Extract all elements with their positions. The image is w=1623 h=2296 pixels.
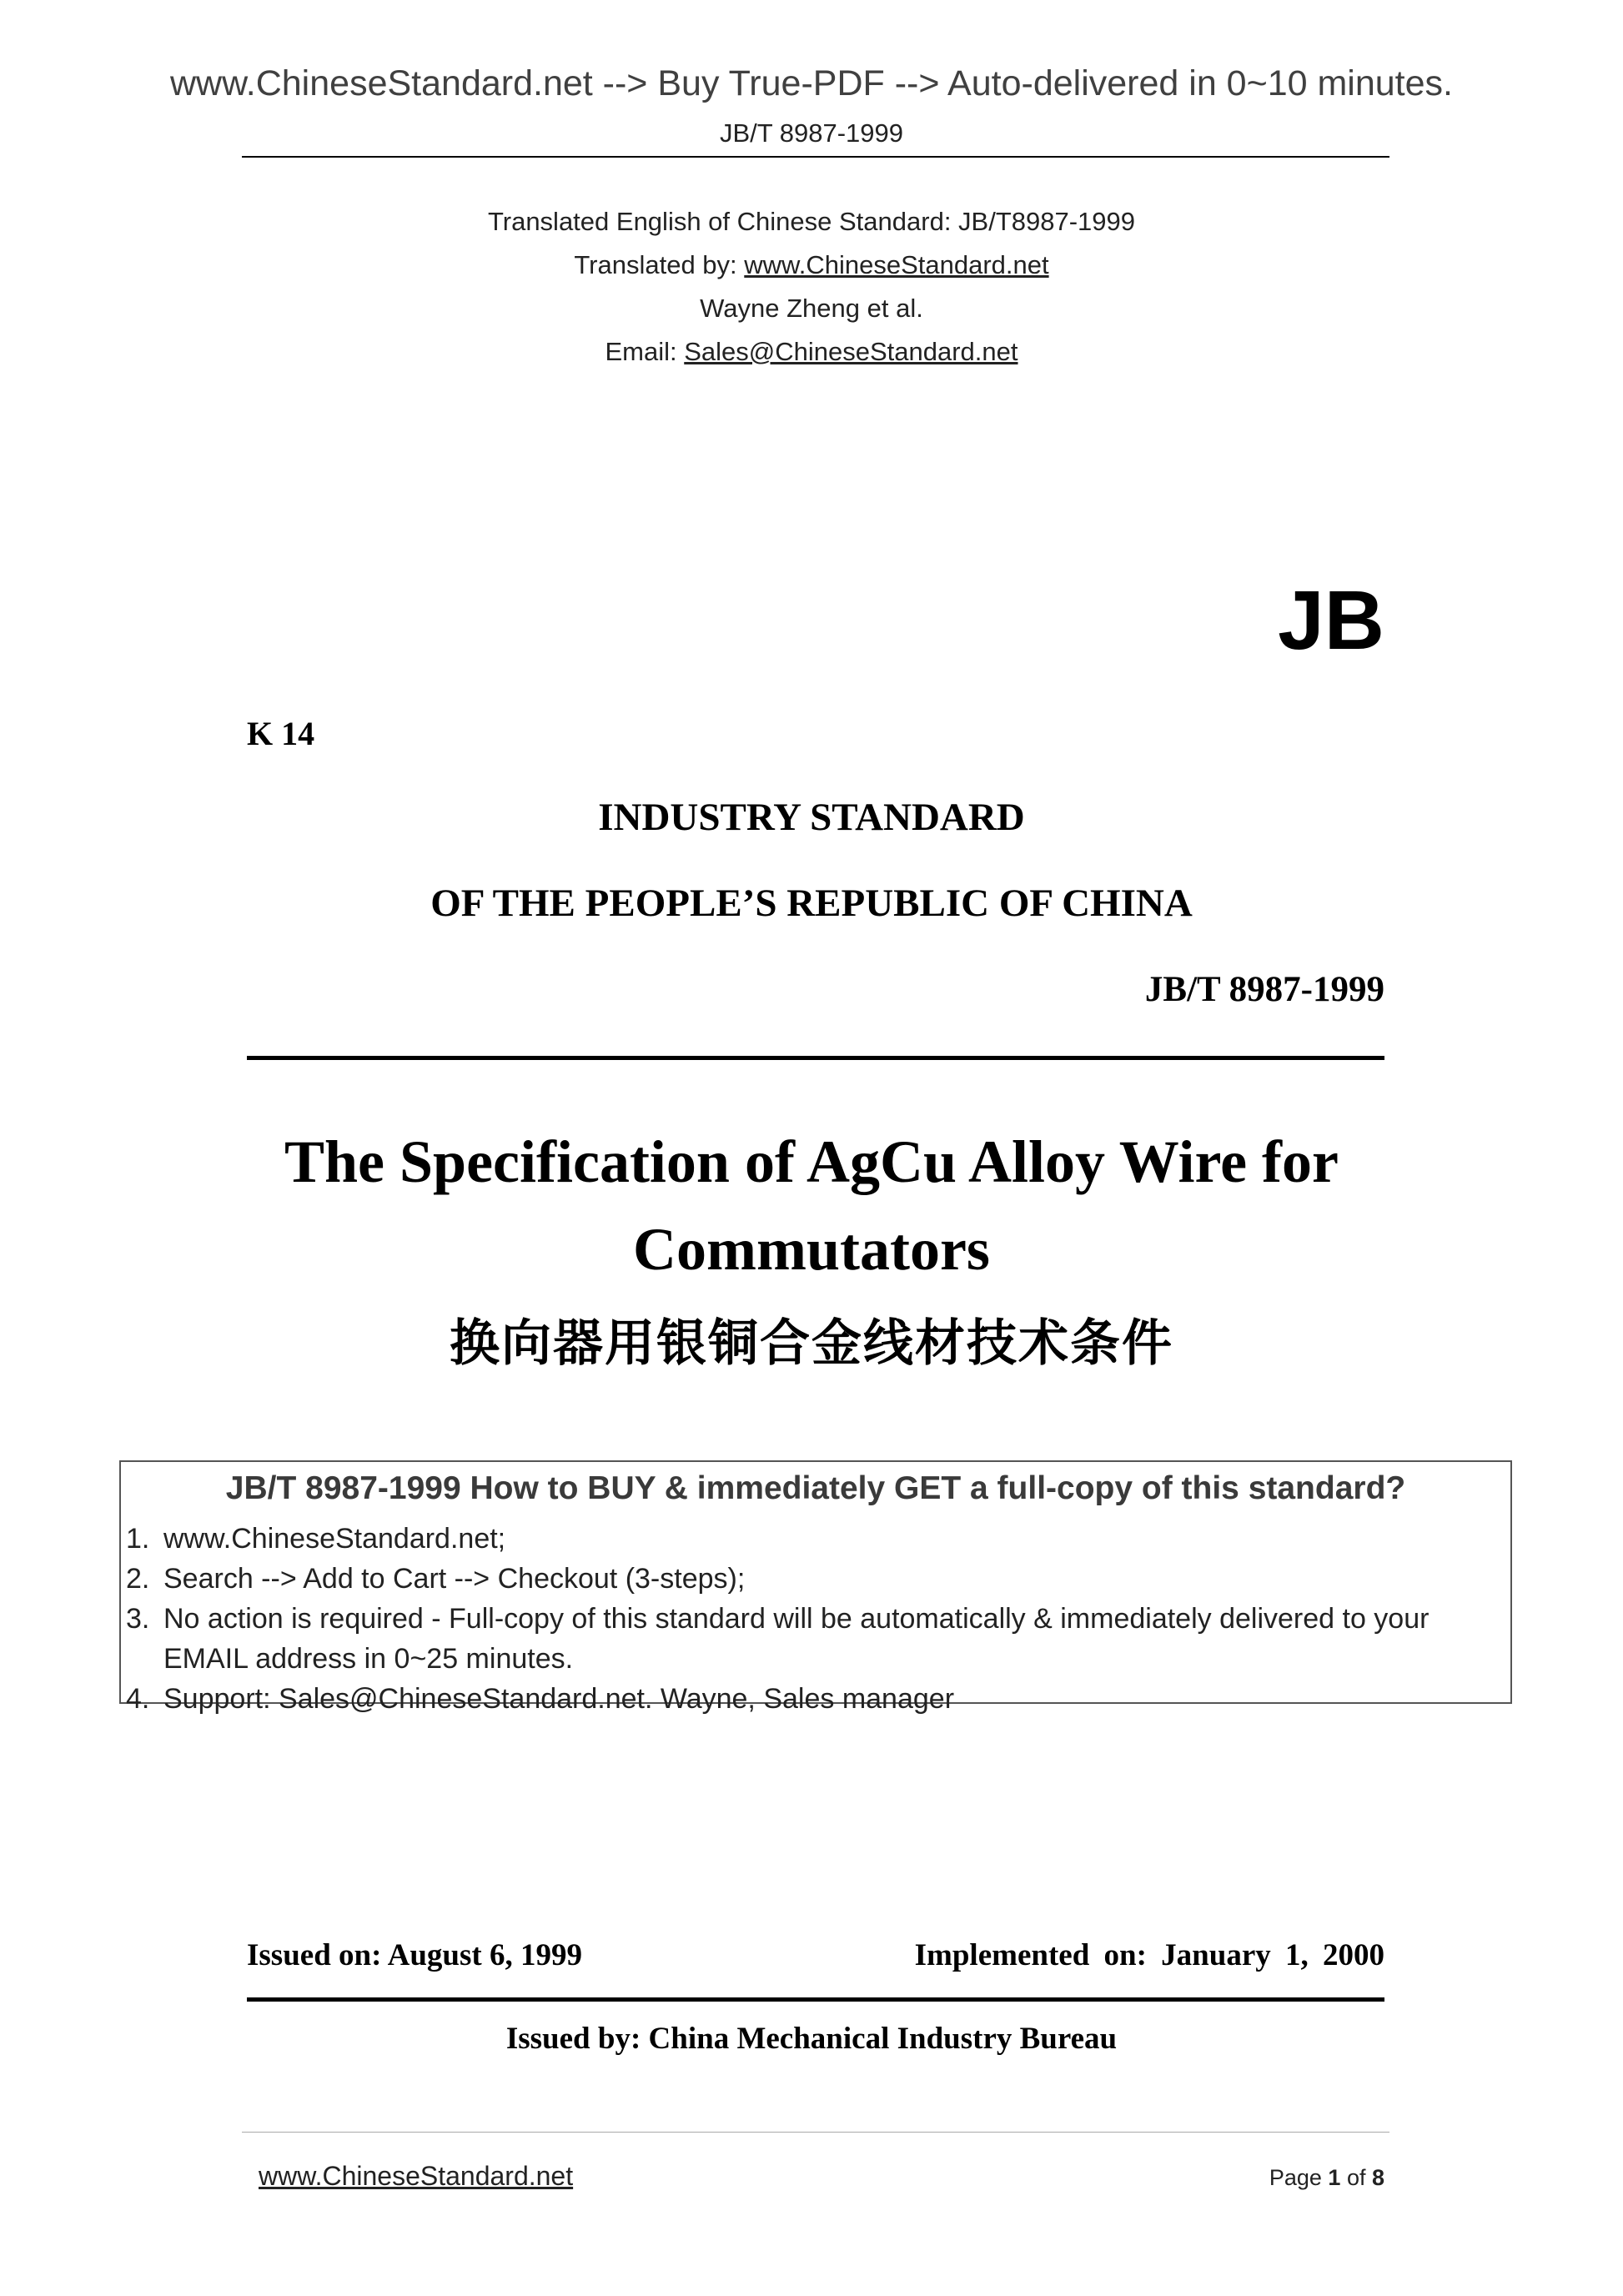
top-banner: www.ChineseStandard.net --> Buy True-PDF --> Auto-delivered in 0~10 minutes. bbox=[169, 63, 1453, 103]
translated-by-line bbox=[0, 244, 1623, 287]
email-link[interactable]: Sales@ChineseStandard.net bbox=[684, 337, 1018, 366]
document-title-line2: Commutators bbox=[633, 1216, 990, 1283]
page-current: 1 bbox=[1328, 2165, 1341, 2190]
email-label: Email: bbox=[605, 337, 685, 366]
purchase-step: 3. No action is required - Full-copy of this standard will be automatically & immediately delivered to your EMAIL address in 0~25 minutes. bbox=[126, 1603, 1430, 1675]
header-divider bbox=[242, 156, 1389, 158]
issued-on-date: Issued on: August 6, 1999 bbox=[247, 1938, 582, 1972]
translation-line: Translated English of Chinese Standard: JB/T8987-1999 bbox=[487, 207, 1136, 236]
standard-number: JB/T 8987-1999 bbox=[1144, 970, 1384, 1009]
purchase-step: 1. www.ChineseStandard.net; bbox=[126, 1523, 506, 1555]
header-standard-code: JB/T 8987-1999 bbox=[719, 118, 904, 148]
purchase-heading: JB/T 8987-1999 How to BUY & immediately GET a full-copy of this standard? bbox=[225, 1470, 1406, 1506]
translator-line: Wayne Zheng et al. bbox=[700, 294, 923, 323]
translated-by-label: Translated by: bbox=[574, 250, 745, 279]
purchase-step: 2. Search --> Add to Cart --> Checkout (3-steps); bbox=[126, 1563, 746, 1595]
translated-by-link[interactable]: www.ChineseStandard.net bbox=[744, 250, 1049, 279]
dates-row bbox=[247, 1937, 1384, 1973]
footer-divider bbox=[242, 2132, 1389, 2133]
standard-title-line1: INDUSTRY STANDARD bbox=[598, 796, 1025, 839]
purchase-step: 4. Support: Sales@ChineseStandard.net. Wayne, Sales manager bbox=[126, 1683, 955, 1715]
email-line bbox=[0, 330, 1623, 374]
purchase-steps bbox=[126, 1519, 1502, 1719]
document-title-chinese: 换向器用银铜合金线材技术条件 bbox=[450, 1315, 1173, 1371]
dates-divider bbox=[247, 1997, 1384, 2002]
document-title-line1: The Specification of AgCu Alloy Wire for bbox=[284, 1128, 1339, 1195]
implemented-on-date: Implemented on: January 1, 2000 bbox=[914, 1938, 1384, 1972]
cover-divider bbox=[247, 1056, 1384, 1060]
classification-code: K 14 bbox=[247, 715, 315, 752]
jb-mark: JB bbox=[1278, 574, 1384, 667]
footer-link[interactable]: www.ChineseStandard.net bbox=[259, 2161, 574, 2191]
page-number: Page 1 of 8 bbox=[1269, 2165, 1384, 2190]
issued-by: Issued by: China Mechanical Industry Bureau bbox=[505, 2022, 1118, 2056]
page-total: 8 bbox=[1371, 2165, 1384, 2190]
translation-info bbox=[0, 200, 1623, 374]
standard-title-line2: OF THE PEOPLE’S REPUBLIC OF CHINA bbox=[430, 882, 1193, 925]
purchase-info-box bbox=[119, 1460, 1512, 1715]
